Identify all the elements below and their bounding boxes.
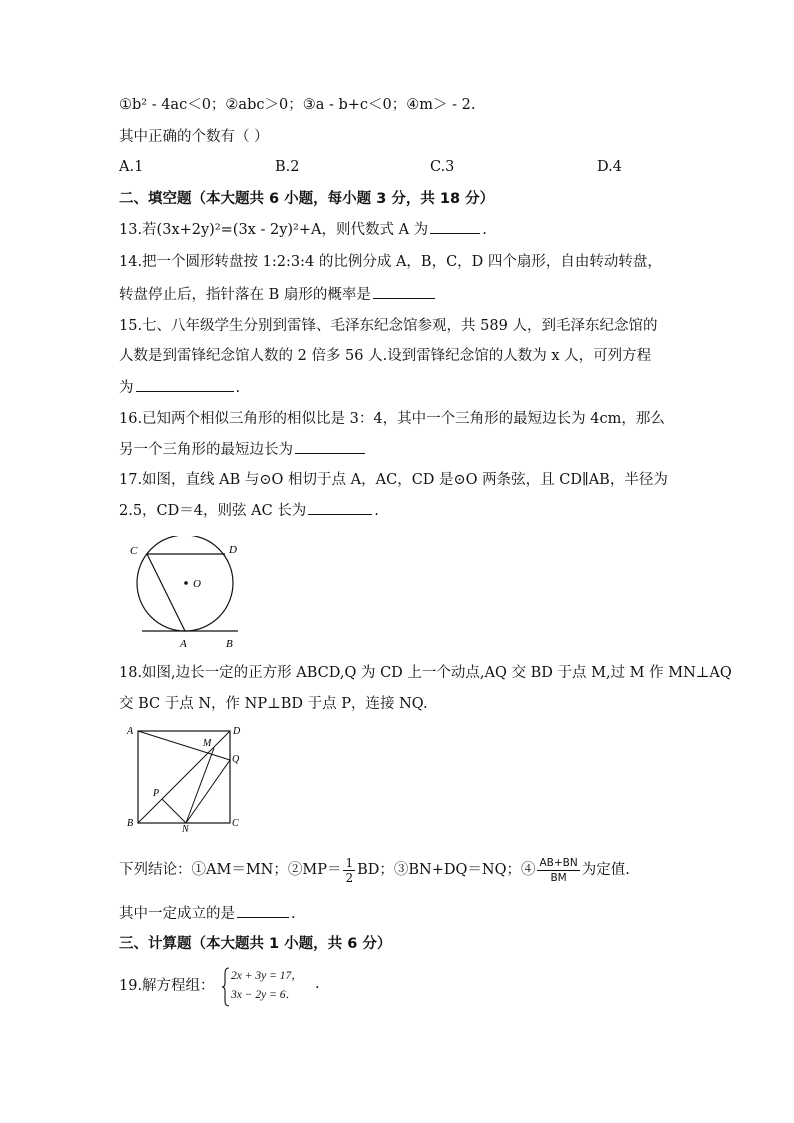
q15-line3	[119, 377, 240, 398]
segment-np	[162, 799, 186, 823]
q19-prefix: 19.解方程组：	[119, 978, 215, 994]
q16-line1: 16.已知两个相似三角形的相似比是 3：4，其中一个三角形的最短边长为 4cm，那么	[119, 411, 665, 427]
q18-line2: 交 BC 于点 N，作 NP⊥BD 于点 P，连接 NQ.	[119, 696, 428, 712]
q14-blank[interactable]	[373, 284, 435, 299]
q12-option-a: A.1	[119, 159, 144, 175]
label-m: M	[203, 738, 212, 749]
diagonal-bd	[138, 731, 230, 823]
frac1-denominator: 2	[345, 870, 354, 885]
q18-conclusion-b: BD；③BN+DQ＝NQ；④	[357, 862, 536, 878]
q13	[119, 219, 487, 240]
q18-fraction-half	[343, 856, 355, 885]
chord-ac	[147, 554, 185, 631]
q17-circle-figure	[120, 536, 250, 654]
q15-line2: 人数是到雷锋纪念馆人数的 2 倍多 56 人.设到雷锋纪念馆的人数为 x 人，可列方程	[119, 348, 652, 364]
q12-option-b: B.2	[275, 159, 300, 175]
q17-text: 2.5，CD＝4，则弦 AC 长为	[119, 503, 307, 519]
label-b: B	[226, 638, 233, 650]
q15-prefix: 为	[119, 380, 134, 396]
section2-title: 二、填空题（本大题共 6 小题，每小题 3 分，共 18 分）	[119, 191, 495, 207]
segment-nq	[186, 760, 230, 823]
q14-text: 转盘停止后，指针落在 B 扇形的概率是	[119, 287, 371, 303]
q19-equation-1: 2x + 3y = 17，	[231, 970, 303, 982]
q18-answer-text: 其中一定成立的是	[119, 906, 235, 922]
q18-fraction-ratio	[537, 856, 579, 885]
segment-mn	[186, 748, 214, 823]
label-c: C	[232, 818, 239, 829]
q18-blank[interactable]	[237, 903, 289, 918]
q18-line1: 18.如图,边长一定的正方形 ABCD,Q 为 CD 上一个动点,AQ 交 BD 于点 M,过 M 作 MN⊥AQ	[119, 665, 732, 681]
q17-line2	[119, 500, 379, 521]
q12-option-d: D.4	[597, 159, 622, 175]
q15-blank[interactable]	[136, 377, 234, 392]
q16-blank[interactable]	[295, 439, 365, 454]
label-a: A	[180, 638, 187, 650]
label-o: O	[193, 578, 201, 590]
label-a: A	[127, 726, 134, 737]
q17-end: .	[374, 503, 379, 519]
q16-text: 另一个三角形的最短边长为	[119, 442, 293, 458]
q18-answer	[119, 903, 296, 924]
system-brace	[221, 966, 231, 1008]
q12-question: 其中正确的个数有（ ）	[119, 129, 269, 145]
label-q: Q	[232, 754, 240, 765]
label-n: N	[182, 824, 189, 834]
q15-end: .	[235, 380, 241, 396]
frac1-numerator: 1	[345, 855, 354, 870]
label-d: D	[229, 544, 237, 556]
q17-line1: 17.如图，直线 AB 与⊙O 相切于点 A，AC，CD 是⊙O 两条弦，且 CD∥AB，半径为	[119, 472, 668, 488]
center-dot	[184, 581, 188, 585]
q15-line1: 15.七、八年级学生分别到雷锋、毛泽东纪念馆参观，共 589 人，到毛泽东纪念馆的	[119, 318, 658, 334]
q16-line2	[119, 439, 367, 460]
q12-option-c: C.3	[430, 159, 455, 175]
frac2-numerator: AB+BN	[539, 856, 578, 869]
frac2-denominator: BM	[550, 871, 567, 884]
q14-line1: 14.把一个圆形转盘按 1:2:3:4 的比例分成 A，B，C，D 四个扇形，自由转动转盘，	[119, 254, 662, 270]
q19-equation-2: 3x − 2y = 6．	[231, 989, 297, 1001]
q18-square-figure	[122, 722, 242, 834]
q18-conclusions	[119, 853, 630, 887]
q17-blank[interactable]	[308, 500, 372, 515]
q18-conclusion-c: 为定值.	[581, 862, 630, 878]
q18-conclusion-a: 下列结论：①AM＝MN；②MP＝	[119, 862, 342, 878]
q19-suffix: .	[315, 976, 320, 992]
label-c: C	[130, 545, 138, 557]
label-b: B	[127, 818, 134, 829]
q13-text: 13.若(3x+2y)²=(3x - 2y)²+A，则代数式 A 为	[119, 222, 429, 238]
q18-answer-end: .	[291, 906, 296, 922]
label-p: P	[153, 788, 160, 799]
section3-title: 三、计算题（本大题共 1 小题，共 6 分）	[119, 936, 392, 952]
q13-end: .	[482, 222, 487, 238]
q13-blank[interactable]	[430, 219, 480, 234]
label-d: D	[233, 726, 241, 737]
q14-line2	[119, 284, 437, 305]
q12-statements: ①b² - 4ac＜0；②abc＞0；③a - b+c＜0；④m＞ - 2.	[119, 97, 476, 113]
